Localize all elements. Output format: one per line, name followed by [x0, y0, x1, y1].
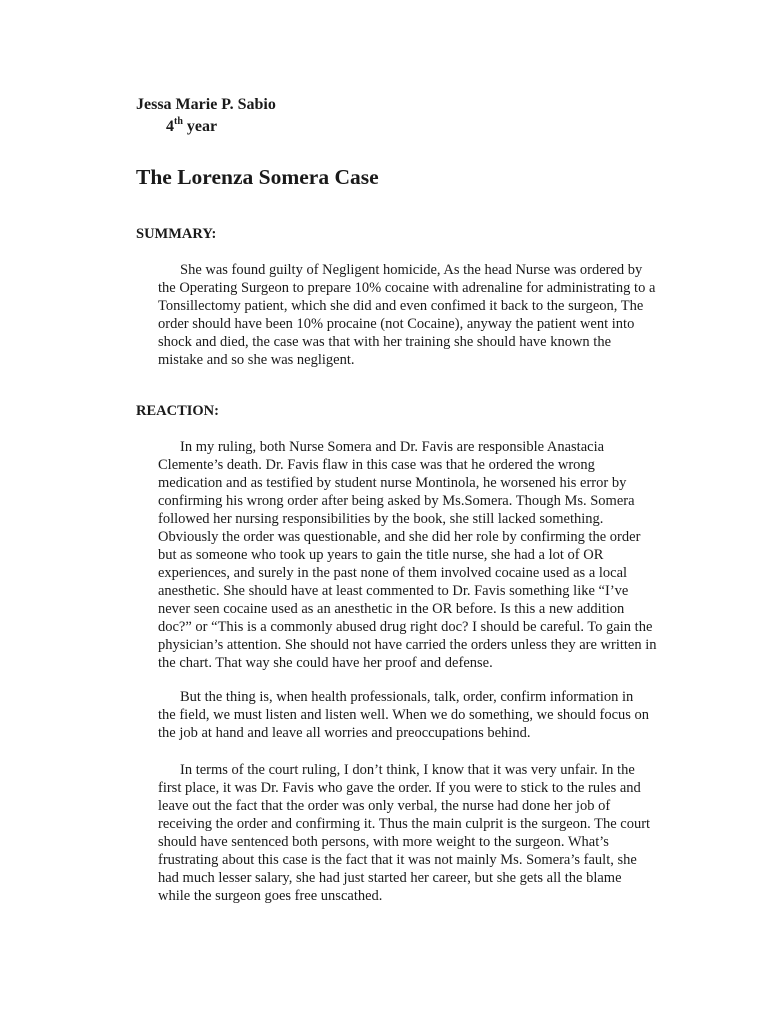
- summary-line: mistake and so she was negligent.: [158, 352, 355, 368]
- reaction-line: the job at hand and leave all worries and preoccupations behind.: [158, 725, 531, 741]
- reaction-paragraph-2: [158, 688, 698, 742]
- reaction-paragraph-1: [158, 438, 698, 672]
- reaction-line: Clemente’s death. Dr. Favis flaw in this case was that he ordered the wrong: [158, 457, 595, 473]
- summary-line: order should have been 10% procaine (not Cocaine), anyway the patient went into: [158, 316, 635, 332]
- summary-paragraph: [158, 261, 698, 369]
- summary-heading: SUMMARY:: [136, 226, 217, 242]
- summary-line: the Operating Surgeon to prepare 10% cocaine with adrenaline for administrating to a: [158, 280, 656, 296]
- reaction-paragraph-3: [158, 761, 698, 905]
- reaction-line: confirming his wrong order after being asked by Ms.Somera. Though Ms. Somera: [158, 493, 635, 509]
- reaction-heading: REACTION:: [136, 403, 219, 419]
- author-name: Jessa Marie P. Sabio: [136, 96, 276, 113]
- reaction-line: physician’s attention. She should not have carried the orders unless they are written in: [158, 637, 657, 653]
- reaction-line: never seen cocaine used as an anesthetic in the OR before. Is this a new addition: [158, 601, 625, 617]
- reaction-line: In my ruling, both Nurse Somera and Dr. Favis are responsible Anastacia: [180, 439, 605, 455]
- year-number: 4: [166, 118, 174, 135]
- reaction-line: but as someone who took up years to gain the title nurse, she had a lot of OR: [158, 547, 604, 563]
- reaction-line: receiving the order and confirming it. Thus the main culprit is the surgeon. The court: [158, 816, 651, 832]
- reaction-line: But the thing is, when health professionals, talk, order, confirm information in: [180, 689, 634, 705]
- year-word: year: [186, 118, 218, 135]
- reaction-line: had much lesser salary, she had just started her career, but she gets all the blame: [158, 870, 622, 886]
- reaction-line: followed her nursing responsibilities by the book, she still lacked something.: [158, 511, 604, 527]
- summary-line: Tonsillectomy patient, which she did and even confimed it back to the surgeon, The: [158, 298, 644, 314]
- reaction-line: doc?” or “This is a commonly abused drug right doc? I should be careful. To gain the: [158, 619, 653, 635]
- reaction-line: In terms of the court ruling, I don’t think, I know that it was very unfair. In the: [180, 762, 635, 778]
- reaction-line: leave out the fact that the order was only verbal, the nurse had done her job of: [158, 798, 611, 814]
- reaction-line: anesthetic. She should have at least commented to Dr. Favis something like “I’ve: [158, 583, 629, 599]
- year-suffix: th: [174, 116, 183, 127]
- reaction-line: while the surgeon goes free unscathed.: [158, 888, 383, 904]
- author-year: [166, 117, 217, 137]
- reaction-line: frustrating about this case is the fact that it was not mainly Ms. Somera’s fault, she: [158, 852, 637, 868]
- reaction-line: experiences, and surely in the past none of them involved cocaine used as a local: [158, 565, 628, 581]
- reaction-line: the chart. That way she could have her proof and defense.: [158, 655, 493, 671]
- summary-line: shock and died, the case was that with her training she should have known the: [158, 334, 612, 350]
- reaction-line: should have sentenced both persons, with more weight to the surgeon. What’s: [158, 834, 609, 850]
- reaction-line: medication and as testified by student nurse Montinola, he worsened his error by: [158, 475, 627, 491]
- reaction-line: first place, it was Dr. Favis who gave the order. If you were to stick to the rules and: [158, 780, 641, 796]
- reaction-line: Obviously the order was questionable, and she did her role by confirming the order: [158, 529, 641, 545]
- document-title: The Lorenza Somera Case: [136, 165, 379, 189]
- reaction-line: the field, we must listen and listen well. When we do something, we should focus on: [158, 707, 650, 723]
- summary-line: She was found guilty of Negligent homicide, As the head Nurse was ordered by: [180, 262, 643, 278]
